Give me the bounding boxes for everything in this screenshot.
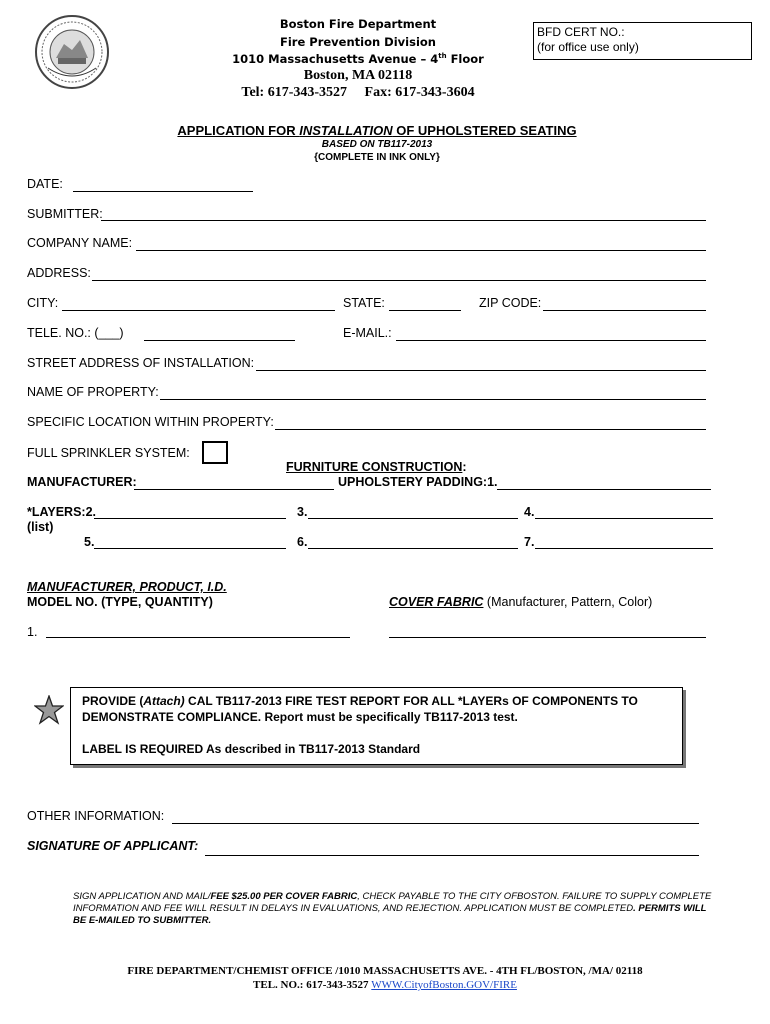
office-use-note: (for office use only) [537, 40, 639, 54]
layer-3-label: 3. [297, 505, 308, 519]
model-number-field[interactable] [46, 637, 350, 638]
product-item-1-label: 1. [27, 625, 38, 639]
date-field[interactable] [73, 191, 253, 192]
property-name-label: NAME OF PROPERTY: [27, 385, 159, 399]
boston-city-seal [34, 14, 110, 90]
furniture-construction-heading: FURNITURE CONSTRUCTION: [286, 460, 467, 474]
submitter-label: SUBMITTER: [27, 207, 103, 221]
zip-field[interactable] [543, 310, 706, 311]
city-website-link[interactable]: WWW.CityofBoston.GOV/FIRE [371, 979, 517, 991]
date-label: DATE: [27, 177, 63, 191]
manufacturer-label: MANUFACTURER: [27, 475, 137, 489]
label-required-note: LABEL IS REQUIRED As described in TB117-2013 Standard [82, 742, 421, 756]
footer-contact: TEL. NO.: 617-343-3527 WWW.CityofBoston.GOV/FIRE [253, 979, 517, 991]
email-label: E-MAIL.: [343, 326, 392, 340]
cover-fabric-label: COVER FABRIC (Manufacturer, Pattern, Color) [389, 595, 653, 609]
product-id-heading: MANUFACTURER, PRODUCT, I.D. [27, 580, 227, 594]
signature-label: SIGNATURE OF APPLICANT: [27, 839, 199, 853]
property-name-field[interactable] [160, 399, 706, 400]
signature-field[interactable] [205, 855, 699, 856]
address-label: ADDRESS: [27, 266, 91, 280]
department-phone-fax: Tel: 617-343-3527 Fax: 617-343-3604 [241, 85, 475, 100]
layer-5-label: 5. [84, 535, 95, 549]
department-name: Boston Fire Department [279, 17, 437, 31]
layer-5-field[interactable] [94, 548, 286, 549]
cover-fabric-field[interactable] [389, 637, 706, 638]
street-address-field[interactable] [256, 370, 706, 371]
city-label: CITY: [27, 296, 59, 310]
form-subtitle: BASED ON TB117-2013 [321, 139, 433, 150]
ink-instruction: {COMPLETE IN INK ONLY} [314, 152, 440, 163]
layer-6-field[interactable] [308, 548, 518, 549]
other-information-field[interactable] [172, 823, 699, 824]
upholstery-padding-field[interactable] [497, 489, 711, 490]
sprinkler-checkbox[interactable] [202, 441, 228, 464]
email-field[interactable] [396, 340, 706, 341]
division-name: Fire Prevention Division [280, 35, 436, 49]
notice-line-1: PROVIDE (Attach) CAL TB117-2013 FIRE TEST REPORT FOR ALL *LAYERs OF COMPONENTS TO [82, 694, 638, 708]
state-label: STATE: [343, 296, 385, 310]
layer-7-label: 7. [524, 535, 535, 549]
form-title: APPLICATION FOR INSTALLATION OF UPHOLSTERED SEATING [177, 123, 577, 138]
layer-4-field[interactable] [535, 518, 713, 519]
model-number-label: MODEL NO. (TYPE, QUANTITY) [27, 595, 213, 609]
other-information-label: OTHER INFORMATION: [27, 809, 165, 823]
company-label: COMPANY NAME: [27, 236, 133, 250]
street-address-label: STREET ADDRESS OF INSTALLATION: [27, 356, 255, 370]
upholstery-padding-label: UPHOLSTERY PADDING:1. [338, 475, 498, 489]
list-note: (list) [27, 520, 54, 534]
department-city: Boston, MA 02118 [303, 68, 413, 83]
footer-office-address: FIRE DEPARTMENT/CHEMIST OFFICE /1010 MASSACHUSETTS AVE. - 4TH FL/BOSTON, /MA/ 02118 [127, 965, 643, 977]
telephone-field[interactable] [144, 340, 295, 341]
department-address: 1010 Massachusetts Avenue – 4th Floor [232, 52, 484, 66]
layers-label: *LAYERS:2. [27, 505, 97, 519]
state-field[interactable] [389, 310, 461, 311]
telephone-label: TELE. NO.: (___) [27, 326, 124, 340]
notice-line-2: DEMONSTRATE COMPLIANCE. Report must be specifically TB117-2013 test. [82, 710, 518, 724]
address-field[interactable] [92, 280, 706, 281]
submitter-field[interactable] [101, 220, 706, 221]
city-field[interactable] [62, 310, 335, 311]
layer-6-label: 6. [297, 535, 308, 549]
company-field[interactable] [136, 250, 706, 251]
zip-label: ZIP CODE: [479, 296, 542, 310]
cert-number-box[interactable] [533, 22, 752, 60]
location-field[interactable] [275, 429, 706, 430]
layer-2-field[interactable] [94, 518, 286, 519]
cert-number-label: BFD CERT NO.: [537, 25, 625, 39]
layer-4-label: 4. [524, 505, 535, 519]
location-label: SPECIFIC LOCATION WITHIN PROPERTY: [27, 415, 274, 429]
layer-3-field[interactable] [308, 518, 518, 519]
mailing-instructions: SIGN APPLICATION AND MAIL/FEE $25.00 PER COVER FABRIC, CHECK PAYABLE TO THE CITY OFBOSTON. FAILURE TO SUPPLY COMPLETE INFORMATION AND FEE WILL RESULT IN DELAYS IN EVALUATIONS, AND REJECTION. APPLICATION MUST BE COMPLETED. PERMITS WILL BE E-MAILED TO SUBMITTER. [73, 891, 712, 926]
layer-7-field[interactable] [535, 548, 713, 549]
manufacturer-field[interactable] [134, 489, 334, 490]
sprinkler-label: FULL SPRINKLER SYSTEM: [27, 446, 190, 460]
star-icon [34, 695, 64, 725]
